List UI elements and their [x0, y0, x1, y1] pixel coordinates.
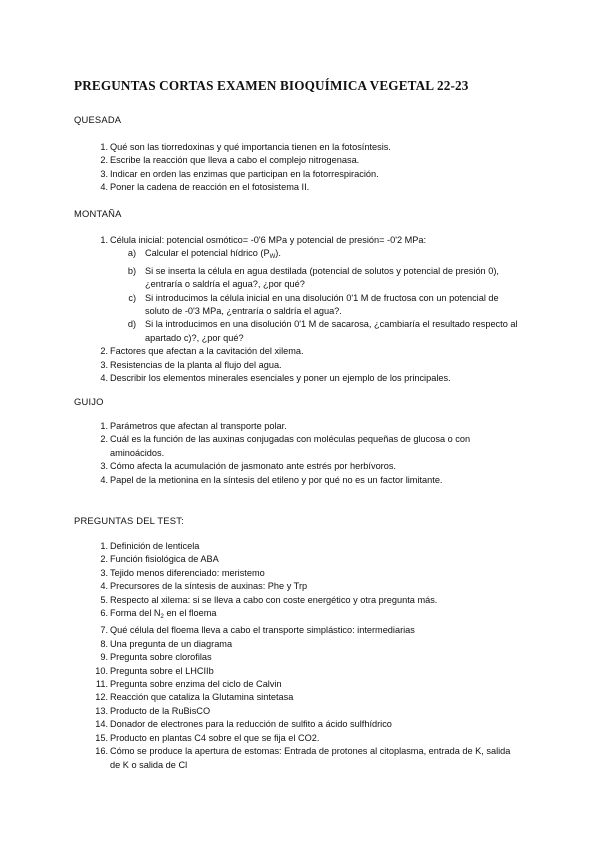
quesada-question-list — [0, 141, 600, 195]
test-item: 2. Función fisiológica de ABA — [100, 554, 219, 565]
test-item: 14. Donador de electrones para la reducción de sulfito a ácido sulfhídrico — [95, 719, 392, 730]
test-item: 16. Cómo se produce la apertura de estomas: Entrada de protones al citoplasma, entrada de K, salida de K o salida de Cl — [95, 746, 511, 770]
question-item: 2. Escribe la reacción que lleva a cabo el complejo nitrogenasa. — [100, 155, 360, 166]
subquestion-item: a) Calcular el potencial hídrico $(P_W)$. — [127, 248, 281, 261]
test-question-list — [0, 540, 600, 772]
test-item: 11. Pregunta sobre enzima del ciclo de Calvin — [95, 679, 282, 690]
test-item: 4. Precursores de la síntesis de auxinas: Phe y Trp — [100, 581, 308, 592]
section-heading-quesada: QUESADA — [74, 114, 122, 125]
question-item: 2. Cuál es la función de las auxinas conjugadas con moléculas pequeñas de glucosa o con aminoácidos. — [100, 434, 471, 458]
test-item: 8. Una pregunta de un diagrama — [100, 638, 233, 649]
section-heading-montana: MONTAÑA — [74, 208, 122, 219]
test-item: 3. Tejido menos diferenciado: meristemo — [100, 567, 265, 578]
test-item: 1. Definición de lenticela — [100, 541, 200, 551]
document-title: PREGUNTAS CORTAS EXAMEN BIOQUÍMICA VEGETAL 22-23 — [74, 78, 469, 93]
question-item: 3. Indicar en orden las enzimas que participan en la fotorrespiración. — [100, 168, 379, 179]
test-item: 5. Respecto al xilema: si se lleva a cabo con coste energético y otra pregunta más. — [100, 594, 438, 605]
test-item: 13. Producto de la RuBisCO — [95, 705, 211, 716]
question-item: 1. Célula inicial: potencial osmótico= -0'6 MPa y potencial de presión= -0'2 MPa: — [100, 235, 427, 245]
montana-question-list — [0, 234, 600, 385]
guijo-question-list — [0, 420, 600, 487]
subquestion-item: c) Si introducimos la célula inicial en una disolución 0'1 M de fructosa con un potencial de soluto de -0'3 MPa, ¿entraría o saldría el agua?. — [128, 292, 499, 317]
test-item: 6. Forma del $N_2$ en el floema — [100, 608, 217, 621]
test-item: 7. Qué célula del floema lleva a cabo el transporte simplástico: intermediarias — [100, 625, 415, 636]
subquestion-item: d) Si la introducimos en una disolución 0'1 M de sacarosa, ¿cambiaría el resultado respecto al apartado c)?, ¿por qué? — [127, 319, 518, 343]
question-item: 2. Factores que afectan a la cavitación del xilema. — [100, 346, 304, 357]
question-item: 1. Parámetros que afectan al transporte polar. — [100, 421, 287, 431]
question-item: 4. Papel de la metionina en la síntesis del etileno y por qué no es un factor limitante. — [100, 474, 443, 485]
test-item: 9. Pregunta sobre clorofilas — [100, 652, 212, 663]
test-item: 15. Producto en plantas C4 sobre el que se fija el CO2. — [95, 732, 320, 743]
question-item: 4. Describir los elementos minerales esenciales y poner un ejemplo de los principales. — [100, 373, 451, 384]
question-item: 3. Resistencias de la planta al flujo del agua. — [100, 359, 282, 370]
question-item: 3. Cómo afecta la acumulación de jasmonato ante estrés por herbívoros. — [100, 461, 396, 472]
section-heading-guijo: GUIJO — [74, 396, 104, 407]
test-item: 10. Pregunta sobre el LHCIIb — [95, 665, 214, 676]
section-heading-test: PREGUNTAS DEL TEST: — [74, 515, 184, 526]
subquestion-item: b) Si se inserta la célula en agua destilada (potencial de solutos y potencial de presión 0), ¿entraría o saldría el agua?, ¿por qué? — [127, 265, 499, 290]
question-item: 4. Poner la cadena de reacción en el fotosistema II. — [100, 182, 310, 193]
question-item: 1. Qué son las tiorredoxinas y qué importancia tienen en la fotosíntesis. — [100, 142, 391, 152]
test-item: 12. Reacción que cataliza la Glutamina sintetasa — [95, 692, 294, 703]
